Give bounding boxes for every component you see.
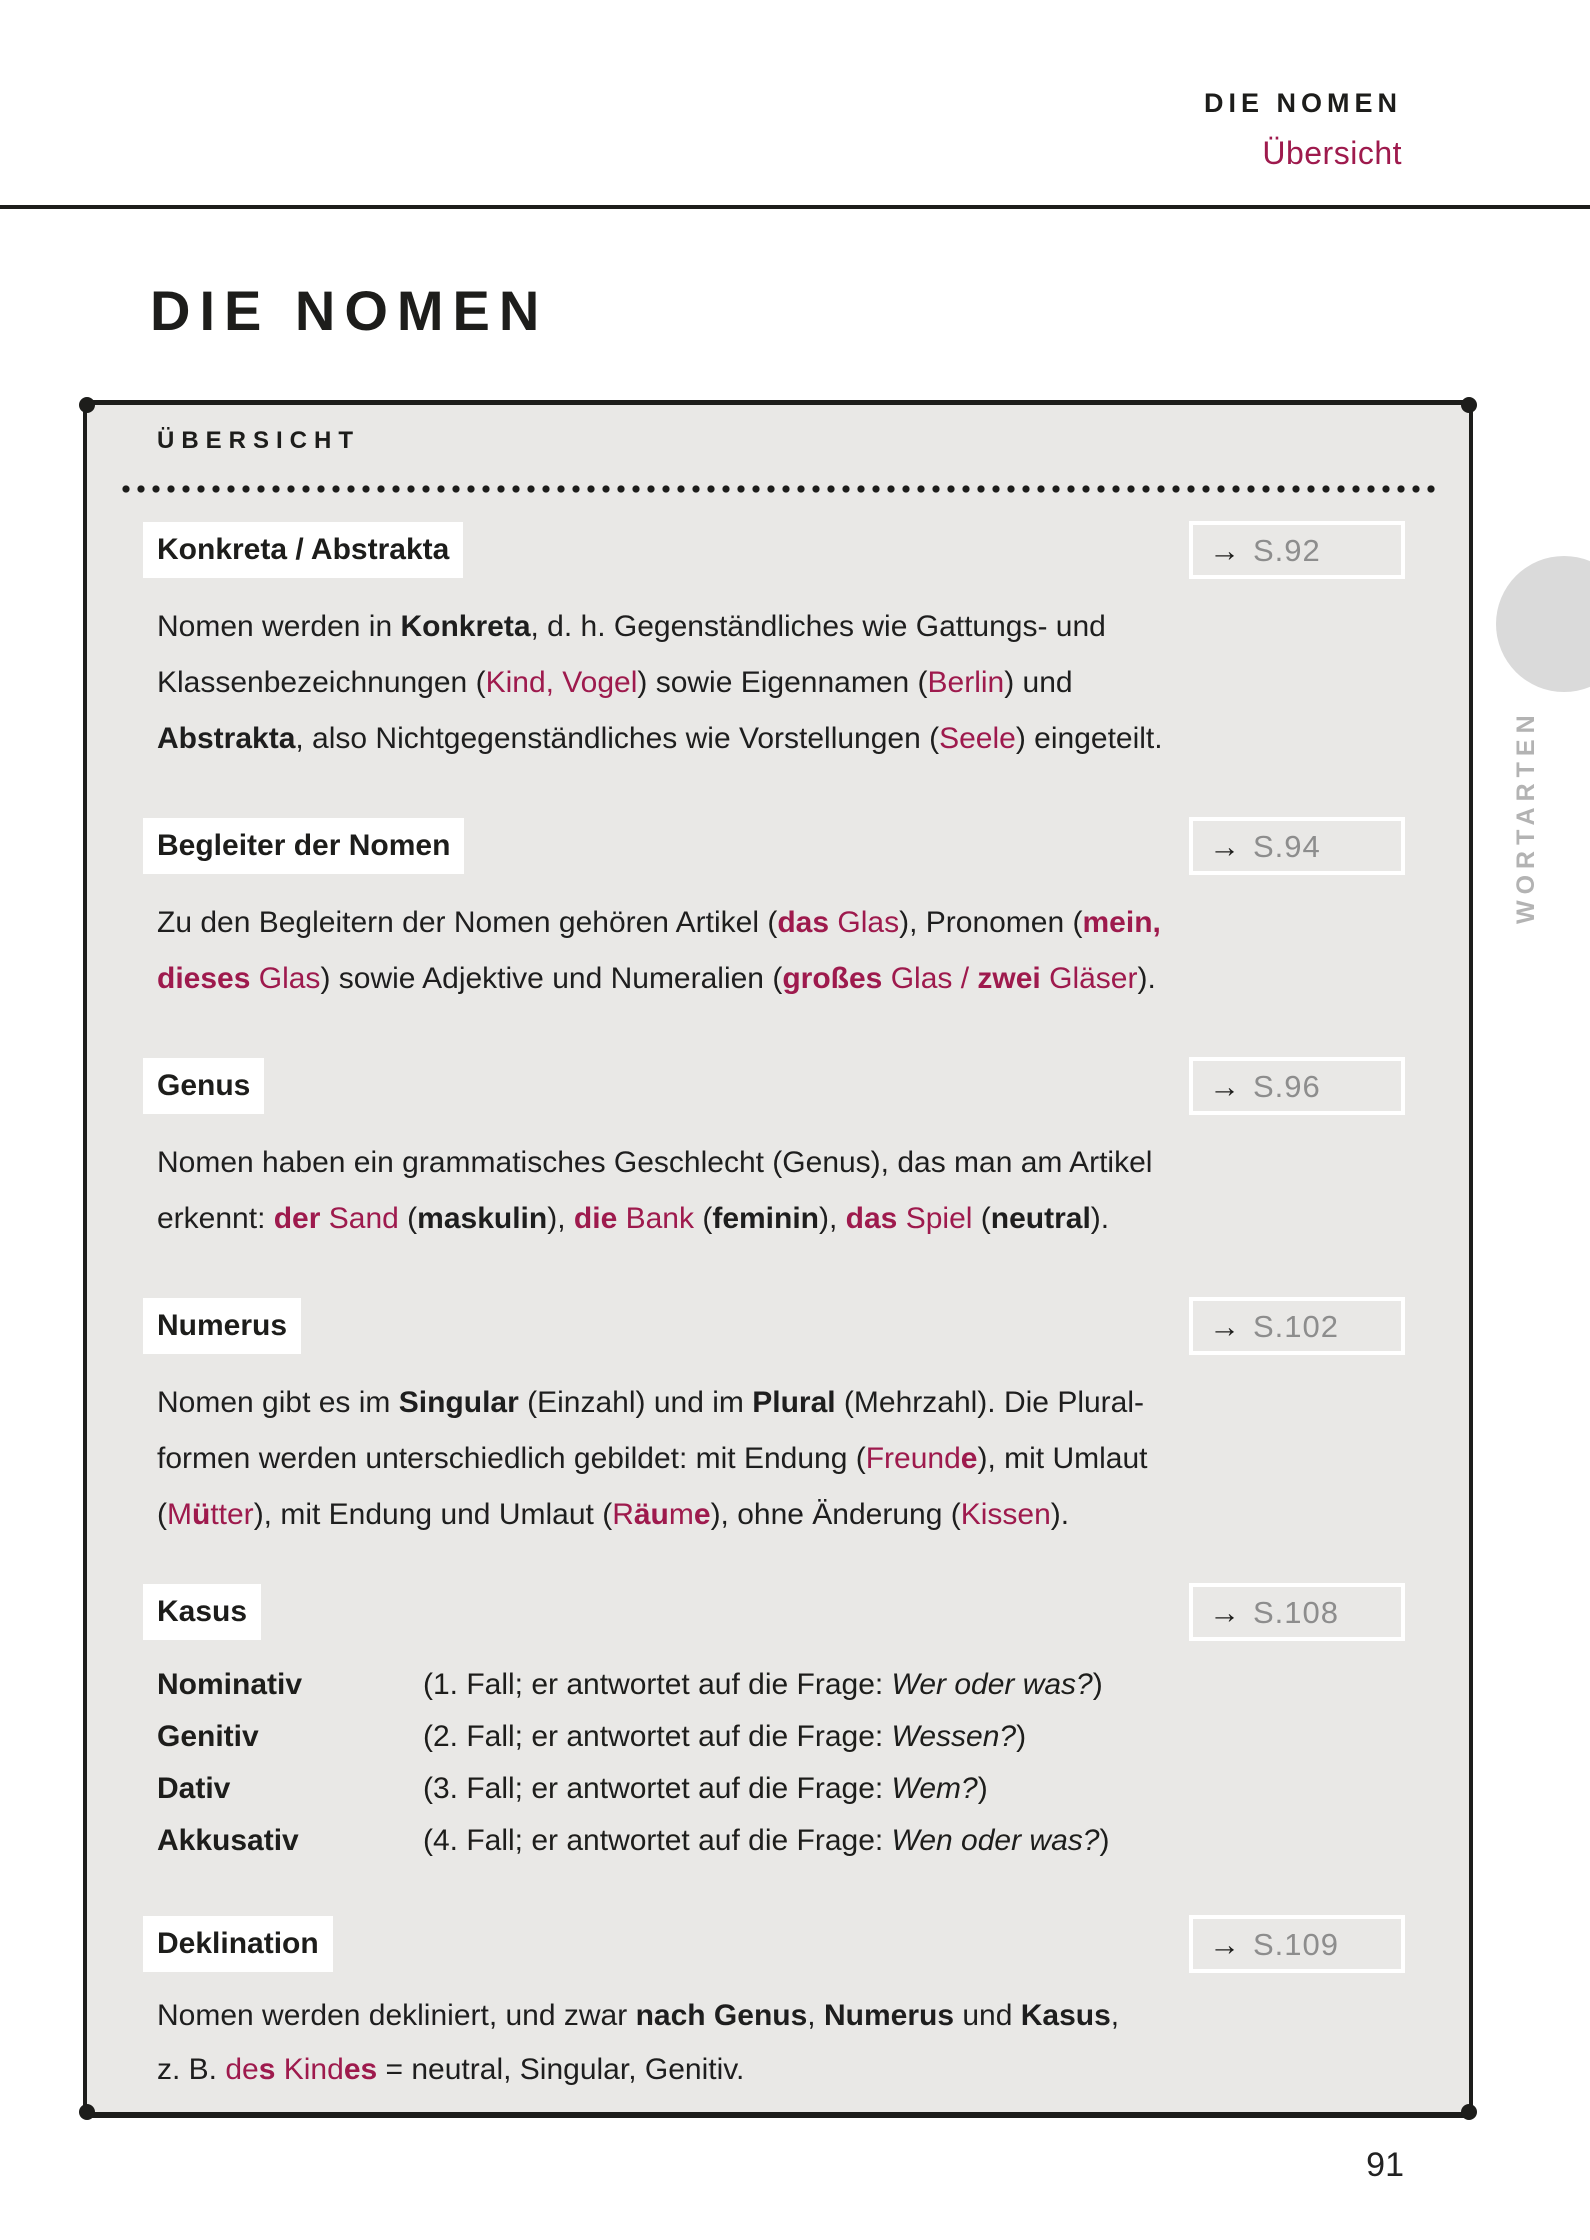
page-ref-number: S.108 — [1253, 1594, 1340, 1630]
section-label: Deklination — [143, 1916, 333, 1972]
arrow-right-icon: → — [1209, 532, 1240, 568]
page-ref-number: S.109 — [1253, 1926, 1340, 1962]
arrow-right-icon: → — [1209, 1308, 1240, 1344]
page-ref-number: S.94 — [1253, 828, 1321, 864]
running-head — [1204, 88, 1402, 172]
page-ref-box — [1189, 1297, 1405, 1355]
section-label: Numerus — [143, 1298, 301, 1354]
corner-dot-top-right — [1461, 397, 1477, 413]
page-ref-box — [1189, 1583, 1405, 1641]
case-row-nominativ — [157, 1659, 1405, 1711]
page-ref-box — [1189, 1057, 1405, 1115]
page-ref-number: S.92 — [1253, 532, 1321, 568]
section-label: Begleiter der Nomen — [143, 818, 464, 874]
section-heading-genus — [143, 1057, 1405, 1115]
page-ref-number: S.102 — [1253, 1308, 1340, 1344]
running-head-section: Übersicht — [1262, 135, 1402, 171]
corner-dot-bottom-left — [79, 2104, 95, 2120]
section-heading-kasus — [143, 1583, 1405, 1641]
corner-dot-bottom-right — [1461, 2104, 1477, 2120]
section-label: Genus — [143, 1058, 264, 1114]
case-term: Nominativ — [157, 1668, 303, 1701]
case-term: Genitiv — [157, 1720, 259, 1753]
section-body: Nomen gibt es im Singular (Einzahl) und im Plural (Mehrzahl). Die Plural- formen werden unterschiedlich gebildet: mit Endung (Freunde), mit Umlaut (Mütter), mit Endung und Umlaut (Räume), ohne Änderung (Kissen). — [157, 1386, 1148, 1531]
case-description: (3. Fall; er antwortet auf die Frage: Wem?) — [423, 1772, 988, 1805]
running-head-chapter: DIE NOMEN — [1203, 88, 1402, 118]
case-row-dativ — [157, 1763, 1405, 1815]
case-term: Dativ — [157, 1772, 231, 1805]
margin-circle-decoration — [1496, 556, 1590, 692]
header-rule — [0, 205, 1590, 209]
case-description: (2. Fall; er antwortet auf die Frage: Wessen?) — [423, 1720, 1027, 1753]
corner-dot-top-left — [79, 397, 95, 413]
case-description: (1. Fall; er antwortet auf die Frage: Wer oder was?) — [423, 1668, 1103, 1701]
page-ref-box — [1189, 521, 1405, 579]
page-ref-number: S.96 — [1253, 1068, 1321, 1104]
case-term: Akkusativ — [157, 1824, 299, 1857]
dotted-divider — [122, 485, 1437, 493]
section-body: Nomen haben ein grammatisches Geschlecht (Genus), das man am Artikel erkennt: der Sand (maskulin), die Bank (feminin), das Spiel (neutral). — [157, 1146, 1153, 1235]
case-description: (4. Fall; er antwortet auf die Frage: Wen oder was?) — [423, 1824, 1110, 1857]
case-row-genitiv — [157, 1711, 1405, 1763]
section-heading-deklination — [143, 1915, 1405, 1973]
overview-label: ÜBERSICHT — [157, 427, 361, 454]
section-body: Zu den Begleitern der Nomen gehören Artikel (das Glas), Pronomen (mein, dieses Glas) sowie Adjektive und Numeralien (großes Glas / zwei Gläser). — [157, 906, 1161, 995]
arrow-right-icon: → — [1209, 1926, 1240, 1962]
section-body: Nomen werden in Konkreta, d. h. Gegenständliches wie Gattungs- und Klassenbezeichnungen (Kind, Vogel) sowie Eigennamen (Berlin) und Abstrakta, also Nichtgegenständliches wie Vorstellungen (Seele) eingeteilt. — [157, 610, 1163, 755]
case-row-akkusativ — [157, 1815, 1405, 1867]
arrow-right-icon: → — [1209, 1594, 1240, 1630]
sidebar-vertical-label: WORTARTEN — [1512, 709, 1540, 924]
page-title: DIE NOMEN — [150, 279, 549, 342]
section-body: Nomen werden dekliniert, und zwar nach Genus, Numerus und Kasus, z. B. des Kindes = neutral, Singular, Genitiv. — [157, 1999, 1120, 2086]
page-ref-box — [1189, 817, 1405, 875]
case-list — [157, 1659, 1405, 1867]
section-label: Konkreta / Abstrakta — [143, 522, 463, 578]
section-heading-numerus — [143, 1297, 1405, 1355]
section-heading-begleiter-der-nomen — [143, 817, 1405, 875]
overview-box — [83, 400, 1473, 2118]
arrow-right-icon: → — [1209, 828, 1240, 864]
page-number: 91 — [1366, 2146, 1404, 2184]
section-heading-konkreta-abstrakta — [143, 521, 1405, 579]
arrow-right-icon: → — [1209, 1068, 1240, 1104]
section-label: Kasus — [143, 1584, 261, 1640]
page-ref-box — [1189, 1915, 1405, 1973]
